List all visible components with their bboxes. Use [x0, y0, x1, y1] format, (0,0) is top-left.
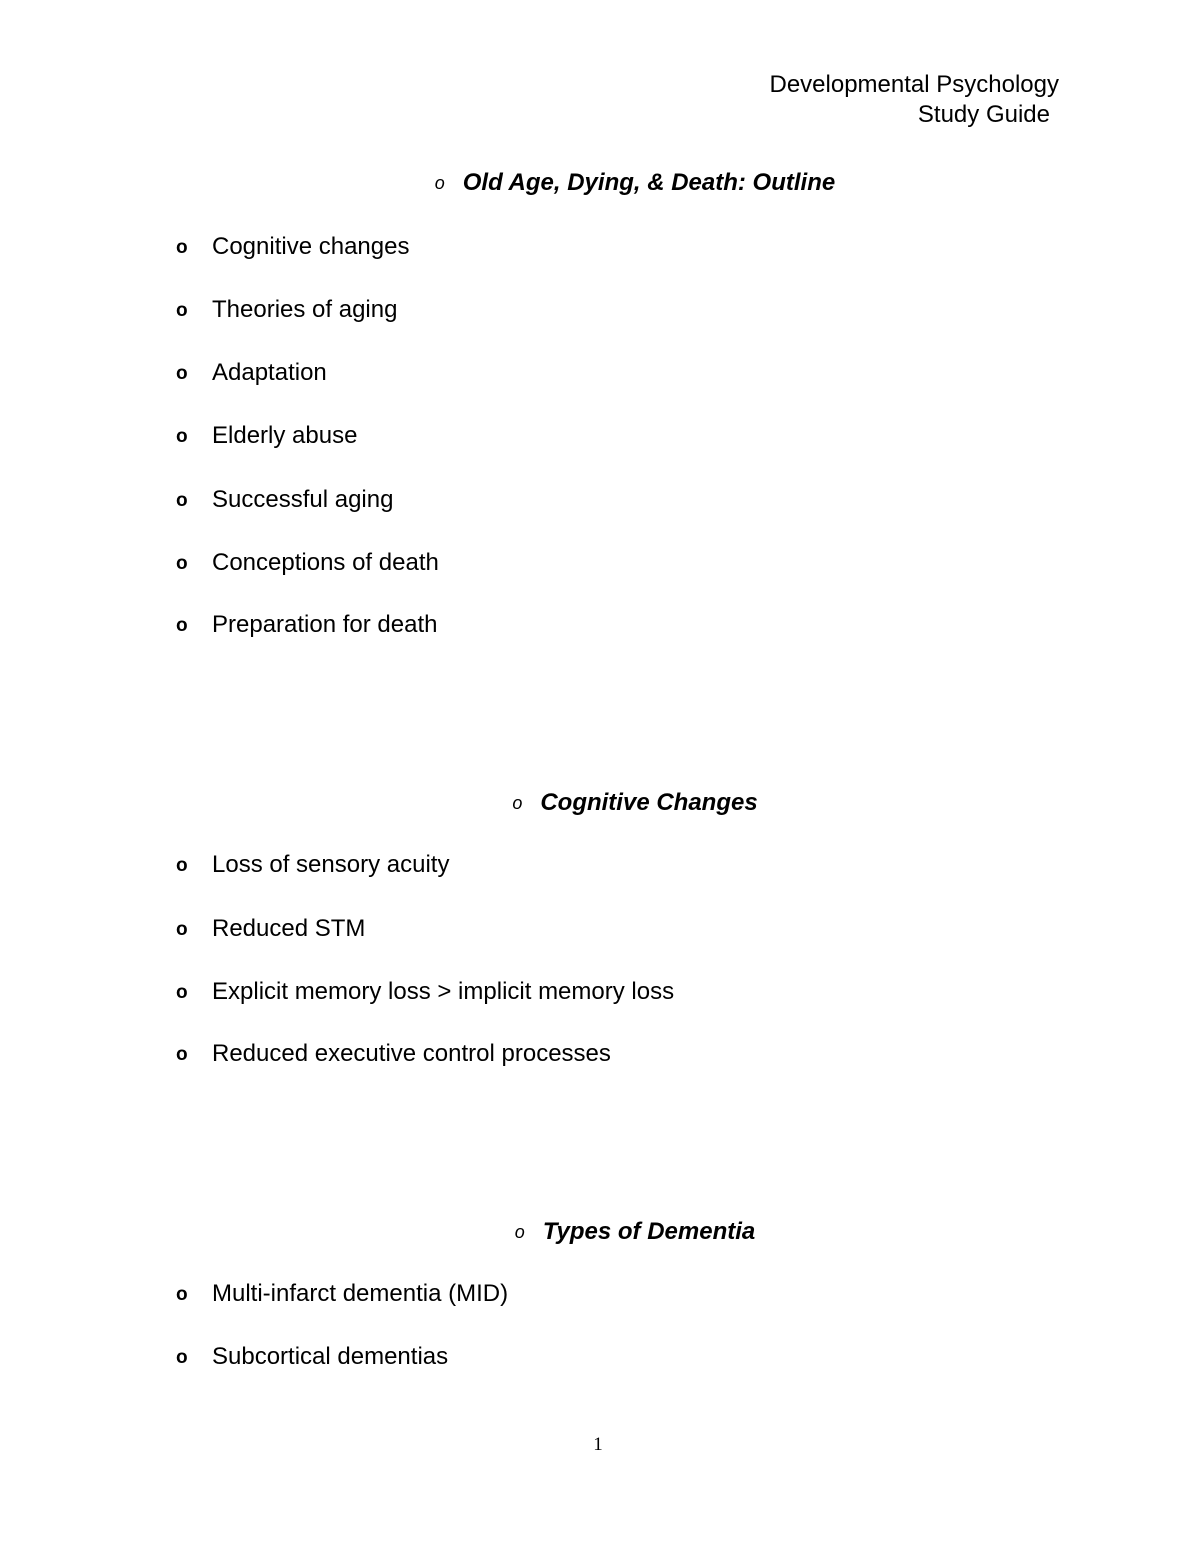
bullet-icon: o — [434, 173, 445, 193]
bullet-icon: o — [176, 426, 188, 447]
list-item — [176, 1039, 611, 1070]
list-item — [176, 1279, 508, 1310]
list-item-text: Theories of aging — [212, 296, 398, 323]
list-item — [176, 295, 397, 326]
section-heading-text: Old Age, Dying, & Death: Outline — [462, 169, 836, 196]
bullet-icon: o — [176, 490, 188, 511]
page-number: 1 — [593, 1434, 603, 1455]
list-item-text: Elderly abuse — [212, 422, 358, 449]
list-item — [176, 548, 439, 579]
section-heading-cognitive-changes — [0, 788, 1200, 818]
list-item-text: Adaptation — [212, 359, 327, 386]
bullet-icon: o — [176, 855, 188, 876]
bullet-icon: o — [176, 300, 188, 321]
section-heading-types-of-dementia — [0, 1217, 1200, 1247]
list-item-text: Successful aging — [212, 486, 394, 513]
list-item-text: Cognitive changes — [212, 233, 410, 260]
list-item-text: Explicit memory loss > implicit memory loss — [212, 978, 675, 1005]
bullet-icon: o — [176, 1284, 188, 1305]
bullet-icon: o — [512, 793, 523, 813]
list-item — [176, 485, 393, 516]
section-heading-outline — [0, 168, 1200, 198]
bullet-icon: o — [176, 553, 188, 574]
bullet-icon: o — [176, 615, 188, 636]
list-item-text: Conceptions of death — [212, 549, 439, 576]
bullet-icon: o — [514, 1222, 525, 1242]
list-item — [176, 850, 449, 881]
header-document-type: Study Guide — [917, 101, 1050, 128]
bullet-icon: o — [176, 237, 188, 258]
header-course-title: Developmental Psychology — [769, 71, 1059, 98]
running-header — [770, 70, 1060, 130]
list-item-text: Preparation for death — [212, 611, 438, 638]
list-item — [176, 232, 409, 263]
list-item — [176, 610, 437, 641]
list-item-text: Multi-infarct dementia (MID) — [212, 1280, 509, 1307]
list-item — [176, 358, 327, 389]
bullet-icon: o — [176, 363, 188, 384]
list-item-text: Reduced STM — [212, 915, 366, 942]
bullet-icon: o — [176, 1044, 188, 1065]
list-item-text: Subcortical dementias — [212, 1343, 449, 1370]
list-item — [176, 914, 365, 945]
list-item-text: Loss of sensory acuity — [212, 851, 450, 878]
list-item — [176, 421, 357, 452]
section-heading-text: Cognitive Changes — [540, 789, 758, 816]
bullet-icon: o — [176, 1347, 188, 1368]
list-item — [176, 977, 674, 1008]
section-heading-text: Types of Dementia — [542, 1218, 756, 1245]
bullet-icon: o — [176, 982, 188, 1003]
bullet-icon: o — [176, 919, 188, 940]
list-item — [176, 1342, 448, 1373]
list-item-text: Reduced executive control processes — [212, 1040, 611, 1067]
